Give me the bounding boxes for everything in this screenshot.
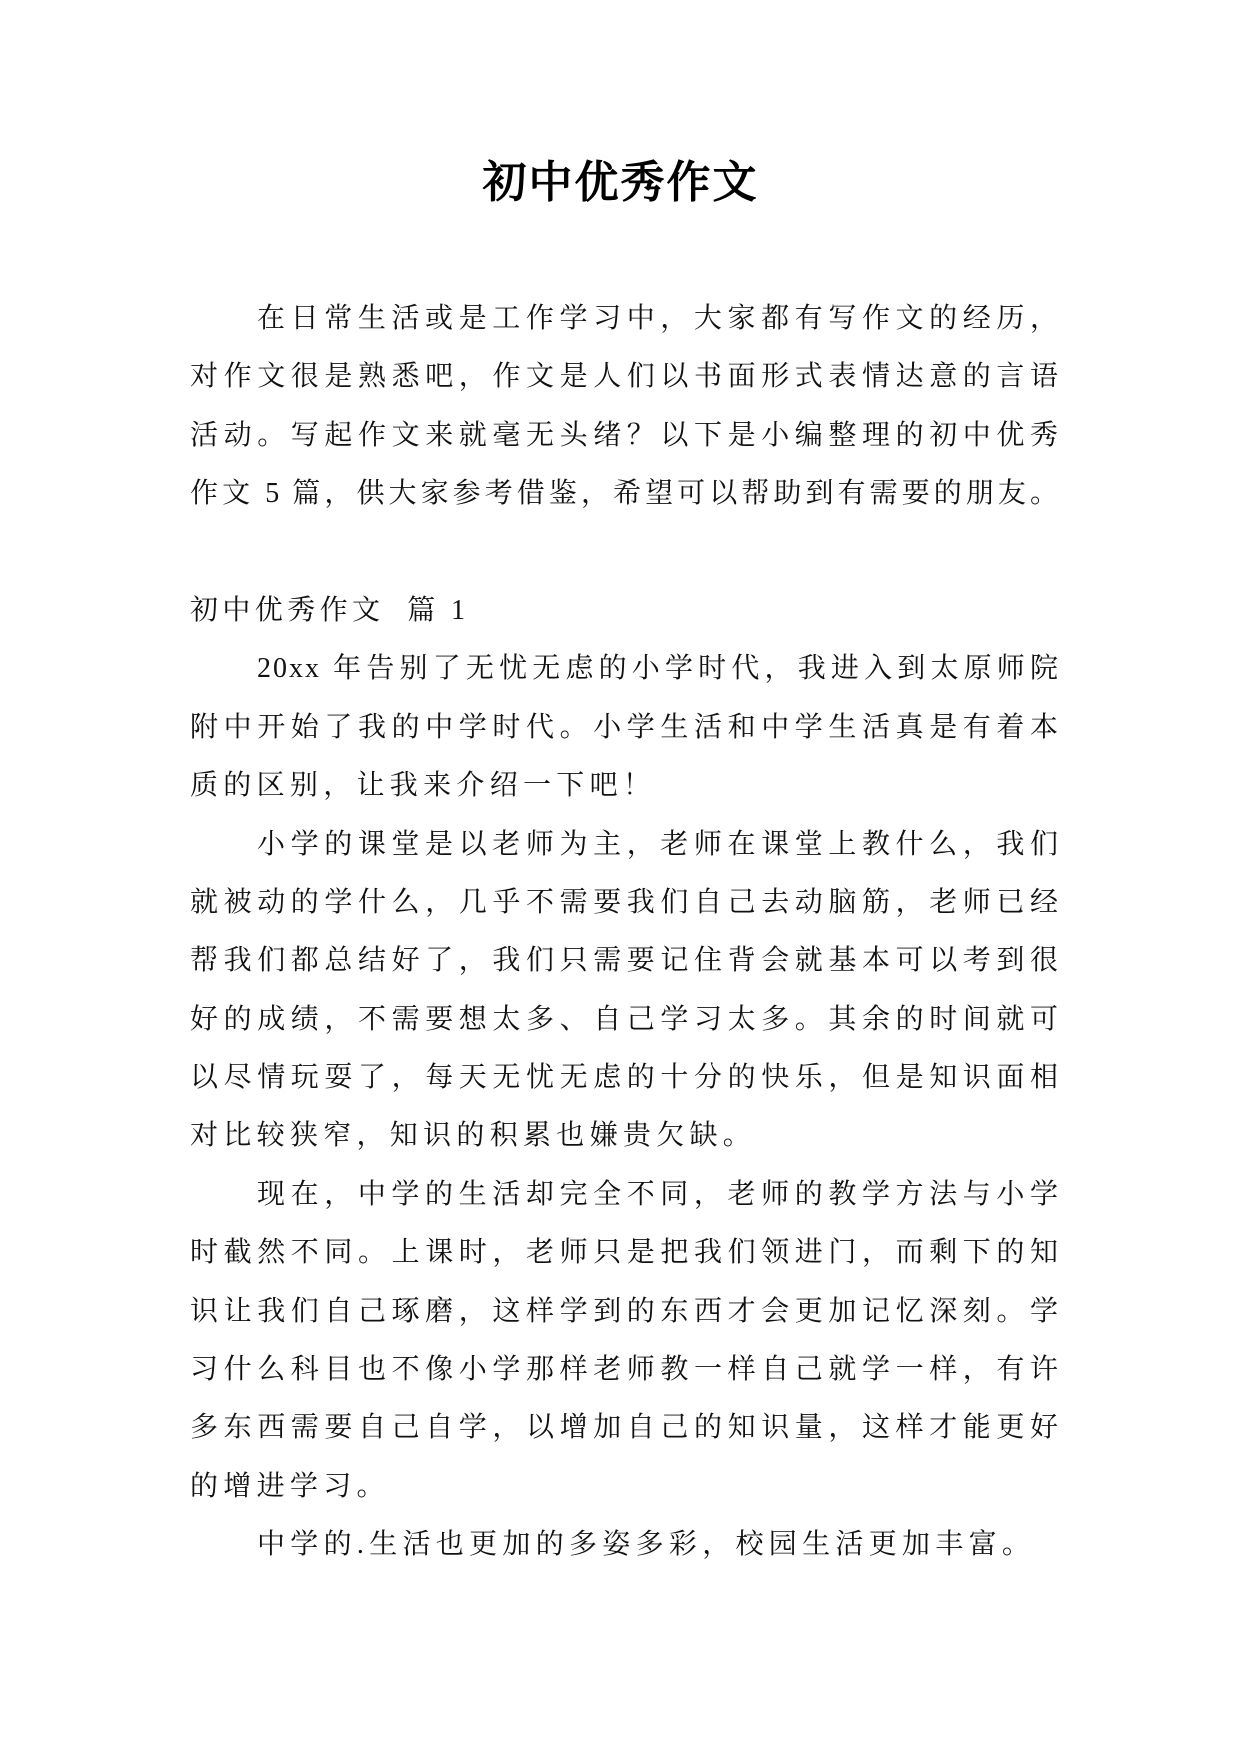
text-line: 的增进学习。 bbox=[190, 1470, 390, 1502]
text-line: 时截然不同。上课时，老师只是把我们领进门，而剩下的知 bbox=[190, 1237, 1060, 1269]
text-line: 附中开始了我的中学时代。小学生活和中学生活真是有着本 bbox=[190, 711, 1060, 743]
body-paragraph bbox=[190, 1166, 1060, 1516]
text-line: 对作文很是熟悉吧，作文是人们以书面形式表情达意的言语 bbox=[190, 361, 1060, 393]
text-line: 以尽情玩耍了，每天无忧无虑的十分的快乐，但是知识面相 bbox=[190, 1062, 1060, 1094]
text-line: 好的成绩，不需要想太多、自己学习太多。其余的时间就可 bbox=[190, 1003, 1060, 1035]
blank-line bbox=[190, 524, 1060, 582]
text-line: 就被动的学什么，几乎不需要我们自己去动脑筋，老师已经 bbox=[190, 886, 1060, 918]
text-line: 帮我们都总结好了，我们只需要记住背会就基本可以考到很 bbox=[190, 945, 1060, 977]
intro-paragraph bbox=[190, 290, 1060, 524]
document-body bbox=[190, 290, 1060, 1575]
text-line: 现在，中学的生活却完全不同，老师的教学方法与小学 bbox=[257, 1178, 1060, 1210]
document-title: 初中优秀作文 bbox=[482, 158, 759, 207]
text-line: 对比较狭窄，知识的积累也嫌贵欠缺。 bbox=[190, 1120, 757, 1152]
text-line: 多东西需要自己自学，以增加自己的知识量，这样才能更好 bbox=[190, 1412, 1060, 1444]
text-line: 质的区别，让我来介绍一下吧！ bbox=[190, 770, 657, 802]
text-line: 活动。写起作文来就毫无头绪？以下是小编整理的初中优秀 bbox=[190, 419, 1060, 451]
essay-heading: 初中优秀作文 篇 1 bbox=[190, 594, 470, 626]
text-line: 20xx 年告别了无忧无虑的小学时代，我进入到太原师院 bbox=[257, 653, 1060, 685]
text-line: 识让我们自己琢磨，这样学到的东西才会更加记忆深刻。学 bbox=[190, 1295, 1060, 1327]
body-paragraph bbox=[190, 640, 1060, 815]
body-paragraph bbox=[190, 816, 1060, 1166]
body-paragraph bbox=[190, 1516, 1060, 1574]
text-line: 在日常生活或是工作学习中，大家都有写作文的经历， bbox=[257, 303, 1060, 334]
text-line: 中学的.生活也更加的多姿多彩，校园生活更加丰富。 bbox=[257, 1529, 1036, 1561]
text-line: 习什么科目也不像小学那样老师教一样自己就学一样，有许 bbox=[190, 1354, 1060, 1386]
text-line: 作文 5 篇，供大家参考借鉴，希望可以帮助到有需要的朋友。 bbox=[190, 478, 1060, 510]
text-line: 小学的课堂是以老师为主，老师在课堂上教什么，我们 bbox=[257, 828, 1060, 860]
